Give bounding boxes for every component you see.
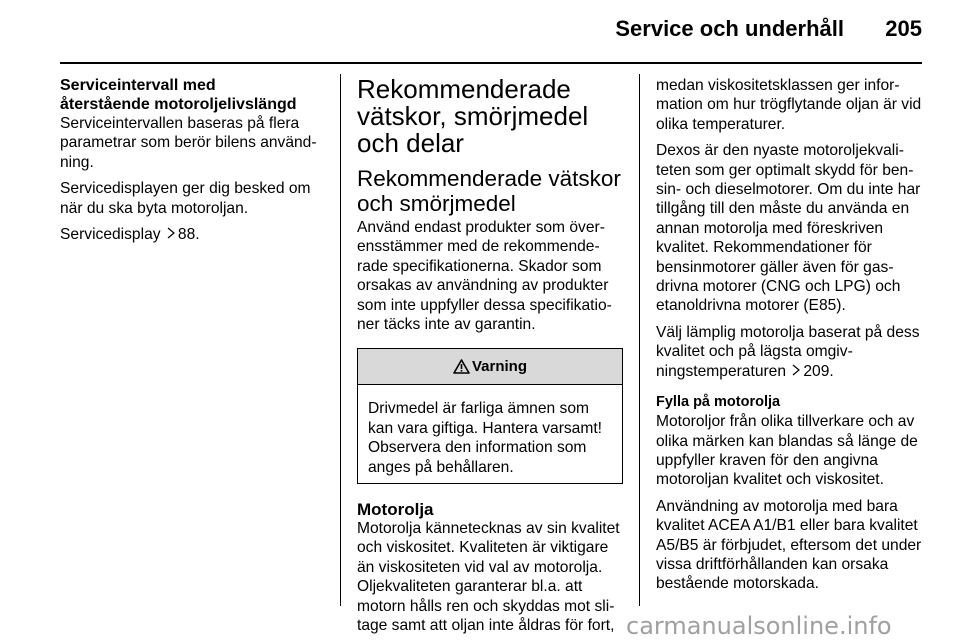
header-divider (60, 62, 922, 64)
paragraph-xref: Servicedisplay 88. (60, 226, 200, 244)
page-ref-link[interactable]: 209. (803, 362, 834, 380)
column-3 (656, 76, 922, 601)
section-heading-fylla: Fylla på motorolja (656, 394, 781, 411)
section-heading-motorolja: Motorolja (357, 500, 434, 520)
paragraph: Serviceintervallen baseras på flera parametrar som berör bilens användning. (60, 115, 317, 171)
warning-header (358, 349, 622, 385)
paragraph: Motorolja kännetecknas av sin kvalitet och viskositet. Kvaliteten är viktigare än viskositeten vid val av motorolja. Oljekvaliteten garanterar bl.a. att motorn hålls ren och skyddas mot slitage samt att oljan inte åldras för fort, (357, 520, 620, 635)
warning-triangle-icon (453, 352, 470, 387)
column-1 (60, 76, 326, 251)
section-heading-serviceintervall: Serviceintervall med återstående motoroljelivslängd (60, 77, 297, 113)
paragraph: medan viskositetsklassen ger information om hur trögflytande oljan är vid olika temperaturer. (656, 77, 922, 133)
chapter-title: Rekommenderade vätskor, smörjmedel och delar (357, 74, 589, 158)
paragraph: Använd endast produkter som överensstämmer med de rekommenderade specifikationerna. Skador som orsakas av användning av produkter som inte uppfyller dessa specifikationer täcks inte av garantin. (357, 219, 612, 334)
page-title: Service och underhåll (615, 16, 844, 41)
page-header (60, 14, 922, 44)
page-ref-link[interactable]: 88. (177, 226, 200, 244)
warning-body: Drivmedel är farliga ämnen som kan vara giftiga. Hantera varsamt! Observera den information som anges på behållaren. (368, 400, 603, 476)
paragraph: Motoroljor från olika tillverkare och av olika märken kan blandas så länge de uppfyller kraven för den angivna motoroljan kvalitet och viskositet. (656, 413, 918, 489)
paragraph: Servicedisplayen ger dig besked om när du ska byta motoroljan. (60, 180, 311, 217)
paragraph: Användning av motorolja med bara kvalitet ACEA A1/B1 eller bara kvalitet A5/B5 är förbjudet, eftersom det under vissa driftförhållanden kan orsaka bestående motorskada. (656, 497, 922, 593)
page-number: 205 (885, 16, 922, 41)
warning-box (357, 348, 623, 484)
page-ref-icon (792, 362, 801, 381)
page-ref-icon (167, 225, 176, 244)
section-subtitle: Rekommenderade vätskor och smörjmedel (357, 166, 621, 216)
column-divider-2 (639, 74, 640, 606)
paragraph-xref: Välj lämplig motorolja baserat på dess kvalitet och på lägsta omgivningstemperaturen 209. (656, 323, 920, 380)
paragraph: Dexos är den nyaste motoroljekvaliteten som ger optimalt skydd för bensin- och dieselmotorer. Om du inte har tillgång till den måste du använda en annan motorolja med föreskriven kvalitet. Rekommendationer för bensinmotorer gäller även för gasdrivna motorer (CNG och LPG) och etanoldrivna motorer (E85). (656, 142, 921, 315)
column-divider-1 (340, 74, 341, 606)
watermark: carmanualsonline.info (626, 612, 892, 640)
column-2 (357, 76, 623, 643)
warning-title: Varning (471, 358, 527, 376)
